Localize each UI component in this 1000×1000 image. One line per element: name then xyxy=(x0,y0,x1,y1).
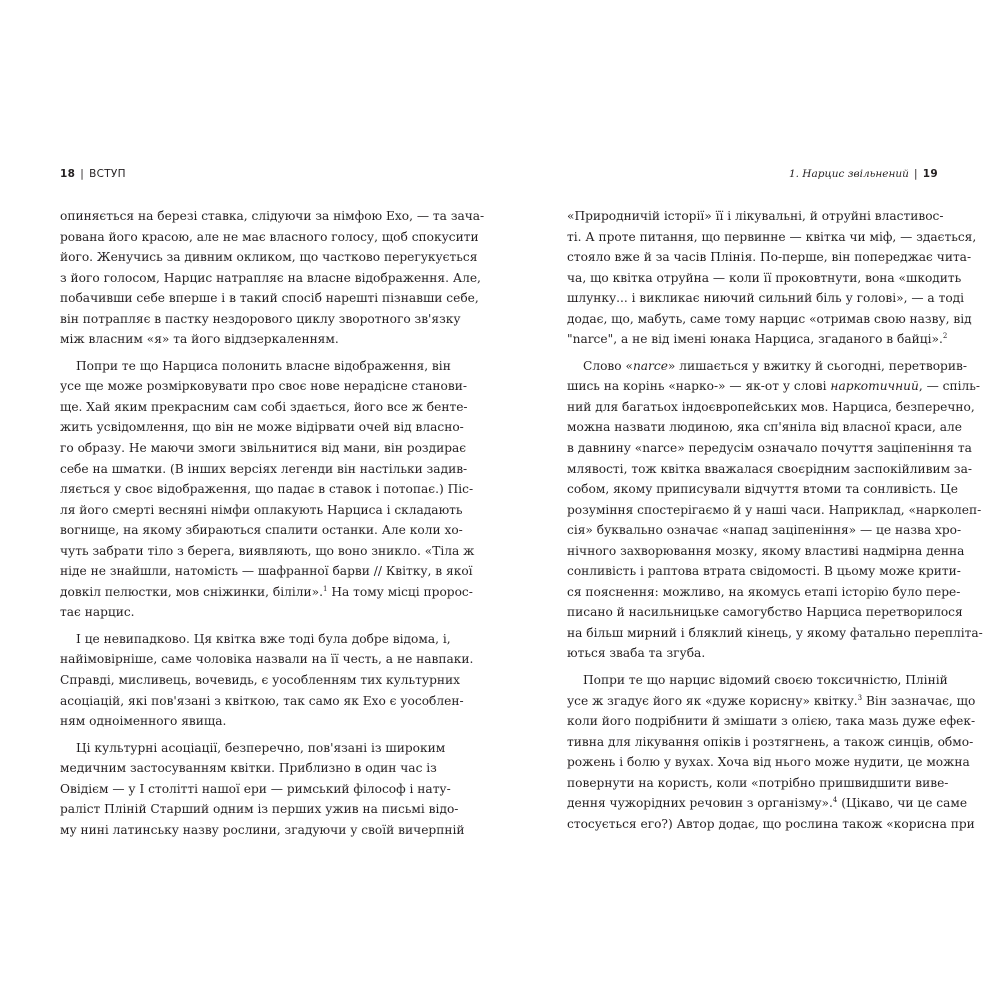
line-text: шлунку... і викликає ниючий сильний біль у голові», — а тоді xyxy=(567,291,965,306)
body-text-left xyxy=(60,206,485,840)
text-line xyxy=(60,649,474,670)
text-line xyxy=(60,561,473,582)
line-text: ням одноіменного явища. xyxy=(60,714,227,729)
header-separator: | xyxy=(80,168,85,180)
text-line xyxy=(60,500,463,521)
line-text: Справді, мисливець, вочевидь, є уособленням тих культурних xyxy=(60,673,461,688)
text-line xyxy=(60,520,463,541)
text-line xyxy=(60,356,451,377)
line-text: довкіл пелюстки, мов сніжинки, біліли». xyxy=(60,584,323,599)
footnote-marker: 4 xyxy=(832,796,838,805)
text-line xyxy=(60,417,464,438)
text-line xyxy=(60,602,432,623)
line-text: рована його красою, але не має власного голосу, щоб спокусити xyxy=(60,229,479,244)
text-line xyxy=(567,247,972,268)
text-line xyxy=(567,793,968,814)
text-line xyxy=(60,397,468,418)
footnote-marker: 2 xyxy=(942,332,948,341)
text-line xyxy=(60,711,432,732)
line-text: тивна для лікування опіків і розтягнень, а також синців, обмо- xyxy=(567,734,974,749)
line-text: млявості, тож квітка вважалася своєрідним заспокійливим за- xyxy=(567,461,972,476)
line-text: Ці культурні асоціації, безперечно, пов'язані із широким xyxy=(76,740,446,755)
section-title: ВСТУП xyxy=(89,168,126,180)
text-line xyxy=(567,288,965,309)
text-line xyxy=(60,738,446,759)
line-text: можна назвати людиною, яка сп'яніла від власної краси, але xyxy=(567,420,962,435)
text-line xyxy=(60,227,479,248)
text-line xyxy=(567,376,981,397)
line-text: він потрапляє в пастку нездорового циклу зворотного зв'язку xyxy=(60,311,461,326)
line-text: між власним «я» та його віддзеркаленням. xyxy=(60,332,339,347)
text-line xyxy=(60,758,437,779)
line-text: ще. Хай яким прекрасним сам собі здається, його все ж бенте- xyxy=(60,399,468,414)
text-line xyxy=(60,376,467,397)
text-line xyxy=(60,268,481,289)
line-text: коли його подрібнити й змішати з олією, така мазь дуже ефек- xyxy=(567,714,976,729)
line-text: стояло вже й за часів Плінія. По-перше, він попереджає чита- xyxy=(567,250,972,265)
text-line xyxy=(567,582,961,603)
line-text: нічного захворювання мозку, якому властиві надмірна денна xyxy=(567,543,965,558)
line-text: усе ще може розмірковувати про своє нове нерадісне станови- xyxy=(60,379,467,394)
text-line xyxy=(567,602,963,623)
line-text: сія» буквально означає «напад заціпеніння» — це назва хро- xyxy=(567,523,962,538)
text-line xyxy=(60,247,478,268)
line-text: повернути на користь, коли «потрібно пришвидшити виве- xyxy=(567,775,949,790)
text-line xyxy=(567,227,977,248)
text-line xyxy=(567,438,972,459)
footnote-marker: 1 xyxy=(323,584,328,593)
text-line xyxy=(60,309,461,330)
body-text-right xyxy=(567,206,983,834)
line-text: собом, якому приписували відчуття втоми та сонливість. Це xyxy=(567,482,958,497)
text-line xyxy=(567,397,975,418)
line-text: , — спіль- xyxy=(918,379,981,394)
line-text: "narce", а не від імені юнака Нарциса, згаданого в байці». xyxy=(567,332,943,347)
text-line xyxy=(567,479,958,500)
line-text: І це невипадково. Ця квітка вже тоді була добре відома, і, xyxy=(76,631,451,646)
text-line xyxy=(60,691,464,712)
running-header-left xyxy=(60,168,432,180)
line-text: «Природничій історії» її і лікувальні, й отруйні властивос- xyxy=(567,209,944,223)
text-line xyxy=(567,691,976,712)
text-line xyxy=(567,206,944,227)
line-text: жить усвідомлення, що він не може відірвати очей від власно- xyxy=(60,420,464,435)
line-text: опиняється на березі ставка, слідуючи за німфою Ехо, — та зача- xyxy=(60,209,485,223)
text-line xyxy=(60,438,467,459)
running-header-right xyxy=(567,168,938,180)
text-line xyxy=(60,779,451,800)
text-line xyxy=(567,643,938,664)
page-number: 18 xyxy=(60,168,76,180)
text-line xyxy=(567,732,974,753)
text-line xyxy=(567,500,982,521)
text-line xyxy=(60,329,432,350)
text-line xyxy=(567,670,948,691)
text-line xyxy=(567,814,975,835)
text-line xyxy=(567,309,972,330)
line-text: ються зваба та згуба. xyxy=(567,646,706,661)
line-text: дення чужорідних речовин з організму». xyxy=(567,796,833,811)
line-text: Попри те що Нарциса полонить власне відображення, він xyxy=(76,358,451,373)
footnote-marker: 3 xyxy=(857,693,863,702)
text-line xyxy=(567,752,970,773)
header-separator: | xyxy=(913,168,918,180)
text-line xyxy=(567,417,962,438)
line-text: го образу. Не маючи змоги звільнитися від мани, він роздирає xyxy=(60,441,467,456)
text-line xyxy=(567,773,949,794)
line-text: в давнину «narce» передусім означало почуття заціпеніння та xyxy=(567,441,972,456)
line-text: ся пояснення: можливо, на якомусь етапі історію було пере- xyxy=(567,584,961,599)
page-number: 19 xyxy=(922,168,938,180)
line-text: медичним застосуванням квітки. Приблизно в один час із xyxy=(60,761,437,776)
line-text: шись на корінь «нарко-» — як-от у слові xyxy=(567,379,831,394)
right-page xyxy=(567,0,983,1000)
line-text: ний для багатьох індоєвропейських мов. Нарциса, безперечно, xyxy=(567,399,975,414)
line-text: його. Женучись за дивним окликом, що частково перегукується xyxy=(60,250,478,265)
text-line xyxy=(60,670,461,691)
text-line xyxy=(567,268,962,289)
text-line xyxy=(60,479,474,500)
text-line xyxy=(567,711,976,732)
line-text: себе на шматки. (В інших версіях легенди він настільки задив- xyxy=(60,461,468,476)
line-text: чуть забрати тіло з берега, виявляють, що воно зникло. «Тіла ж xyxy=(60,543,475,558)
line-text: ча, що квітка отруйна — коли її проковтнути, вона «шкодить xyxy=(567,270,962,285)
line-text: тає нарцис. xyxy=(60,605,135,620)
line-text: найімовірніше, саме чоловіка назвали на її честь, а не навпаки. xyxy=(60,652,474,667)
line-text: рожень і болю у вухах. Хоча від нього може нудити, це можна xyxy=(567,755,970,770)
line-text: Попри те що нарцис відомий своєю токсичністю, Пліній xyxy=(583,673,948,688)
line-text: му нині латинську назву рослини, згадуючи у своїй вичерпній xyxy=(60,822,465,837)
text-line xyxy=(60,820,465,841)
text-line xyxy=(60,799,459,820)
line-text: додає, що, мабуть, саме тому нарцис «отримав свою назву, від xyxy=(567,311,972,326)
line-text: з його голосом, Нарцис натрапляє на власне відображення. Але, xyxy=(60,270,481,285)
line-text: Овідієм — у I столітті нашої ери — римський філософ і нату- xyxy=(60,781,451,796)
text-line xyxy=(567,623,983,644)
text-line xyxy=(567,329,948,350)
text-line xyxy=(60,288,479,309)
line-text: На тому місці пророс- xyxy=(327,584,473,599)
text-line xyxy=(60,629,451,650)
line-text: побачивши себе вперше і в такий спосіб нарешті пізнавши себе, xyxy=(60,291,479,306)
line-text: стосується его?) Автор додає, що рослина також «корисна при xyxy=(567,816,975,831)
line-text: narce xyxy=(632,358,668,373)
line-text: асоціацій, які пов'язані з квіткою, так само як Ехо є уособлен- xyxy=(60,693,464,708)
line-text: усе ж згадує його як «дуже корисну» квітку. xyxy=(567,693,858,708)
line-text: писано й насильницьке самогубство Нарциса перетворилося xyxy=(567,605,963,620)
section-title: 1. Нарцис звільнений xyxy=(788,168,909,180)
line-text: » лишається у вжитку й сьогодні, перетворив- xyxy=(667,358,967,373)
line-text: ляється у своє відображення, що падає в ставок і потопає.) Піс- xyxy=(60,482,474,497)
text-line xyxy=(567,520,962,541)
line-text: (Цікаво, чи це саме xyxy=(837,796,968,811)
text-line xyxy=(567,561,961,582)
line-text: ніде не знайшли, натомість — шафранної барви // Квітку, в якої xyxy=(60,564,473,579)
line-text: розуміння спостерігаємо й у наші часи. Наприклад, «нарколеп- xyxy=(567,502,982,517)
line-text: сонливість і раптова втрата свідомості. В цьому може крити- xyxy=(567,564,961,579)
text-line xyxy=(60,582,473,603)
text-line xyxy=(567,541,965,562)
line-text: ті. А проте питання, що первинне — квітка чи міф, — здається, xyxy=(567,229,977,244)
left-page xyxy=(60,0,485,1000)
line-text: раліст Пліній Старший одним із перших ужив на письмі відо- xyxy=(60,802,459,817)
line-text: наркотичний xyxy=(830,379,919,394)
text-line xyxy=(60,206,485,227)
line-text: ля його смерті весняні німфи оплакують Нарциса і складають xyxy=(60,502,463,517)
line-text: Він зазначає, що xyxy=(862,693,976,708)
line-text: вогнище, на якому збираються спалити останки. Але коли хо- xyxy=(60,523,463,538)
line-text: на більш мирний і бляклий кінець, у якому фатально перепліта- xyxy=(567,625,983,640)
text-line xyxy=(567,459,972,480)
text-line xyxy=(60,459,468,480)
text-line xyxy=(60,541,475,562)
line-text: Слово « xyxy=(583,358,633,373)
text-line xyxy=(567,356,967,377)
